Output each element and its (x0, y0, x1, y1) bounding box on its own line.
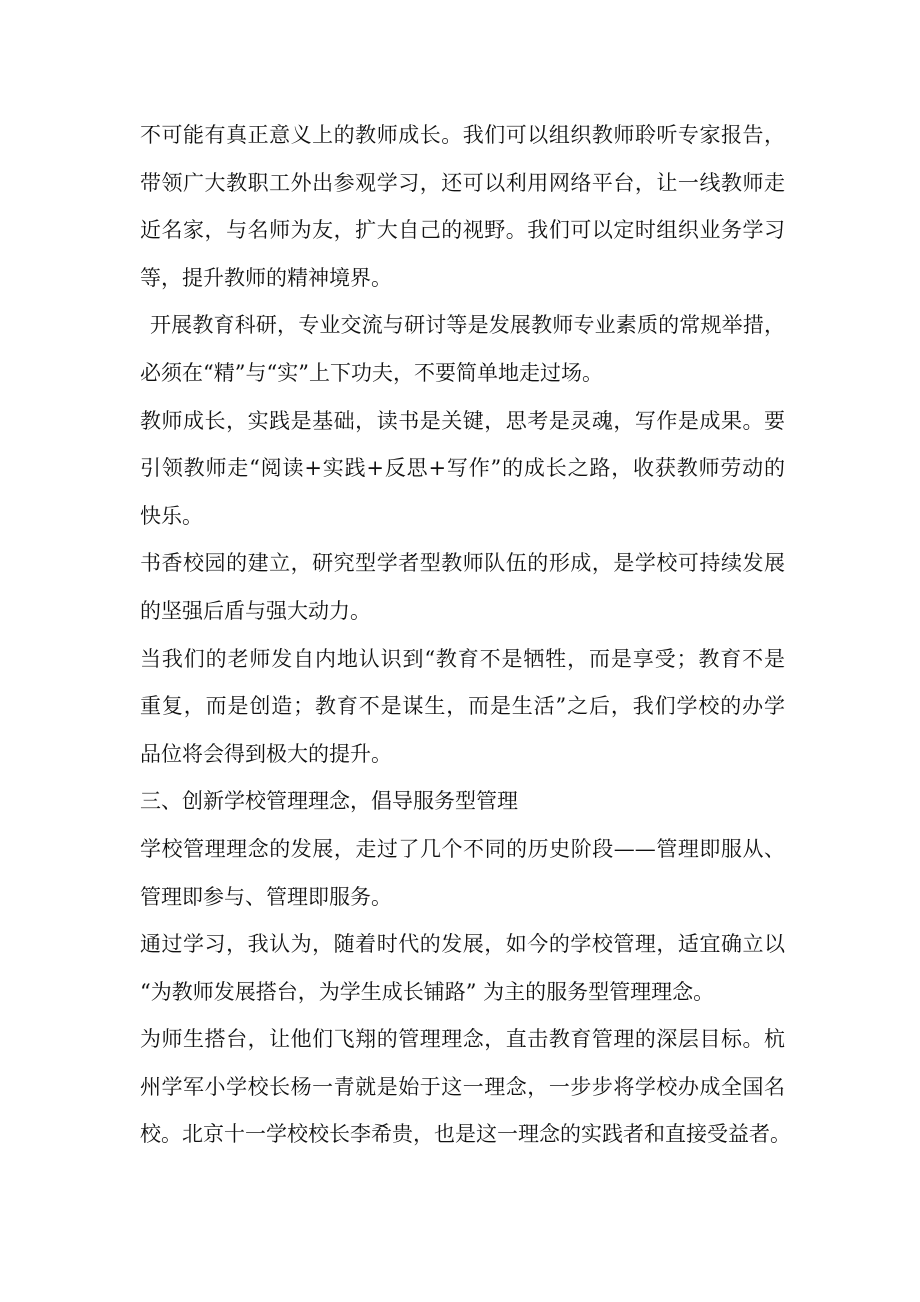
text-line: 带领广大教职工外出参观学习，还可以利用网络平台，让一线教师走 (140, 170, 785, 195)
text-line: 通过学习，我认为，随着时代的发展，如今的学校管理，适宜确立以 (140, 932, 785, 957)
document-body (140, 112, 791, 1159)
text-line: 近名家，与名师为友，扩大自己的视野。我们可以定时组织业务学习 (140, 218, 785, 243)
text-line: 不可能有真正意义上的教师成长。我们可以组织教师聆听专家报告， (140, 123, 785, 147)
text-line: 快乐。 (140, 503, 203, 528)
text-line: 重复，而是创造；教育不是谋生，而是生活”之后，我们学校的办学 (140, 694, 785, 719)
section-heading: 三、创新学校管理理念，倡导服务型管理 (140, 789, 518, 814)
text-line: 学校管理理念的发展，走过了几个不同的历史阶段——管理即服从、 (140, 836, 785, 861)
text-line: 州学军小学校长杨一青就是始于这一理念，一步步将学校办成全国名 (140, 1074, 785, 1099)
text-line: 管理即参与、管理即服务。 (140, 884, 392, 909)
text-line: 等，提升教师的精神境界。 (140, 265, 392, 290)
text-line: 校。北京十一学校校长李希贵，也是这一理念的实践者和直接受益者。 (140, 1122, 791, 1147)
text-line: 当我们的老师发自内地认识到“教育不是牺牲，而是享受；教育不是 (140, 646, 785, 671)
text-line: 引领教师走“阅读+实践+反思+写作”的成长之路，收获教师劳动的 (140, 456, 785, 481)
text-line: 品位将会得到极大的提升。 (140, 741, 392, 766)
text-line: 必须在“精”与“实”上下功夫，不要简单地走过场。 (140, 360, 603, 385)
text-line: 的坚强后盾与强大动力。 (140, 598, 371, 623)
text-line: 书香校园的建立，研究型学者型教师队伍的形成，是学校可持续发展 (140, 551, 785, 576)
text-line: “为教师发展搭台，为学生成长铺路” 为主的服务型管理理念。 (140, 979, 715, 1004)
text-line: 为师生搭台，让他们飞翔的管理理念，直击教育管理的深层目标。杭 (140, 1027, 785, 1052)
text-line: 开展教育科研，专业交流与研讨等是发展教师专业素质的常规举措， (150, 313, 785, 338)
text-line: 教师成长，实践是基础，读书是关键，思考是灵魂，写作是成果。要 (140, 408, 785, 433)
